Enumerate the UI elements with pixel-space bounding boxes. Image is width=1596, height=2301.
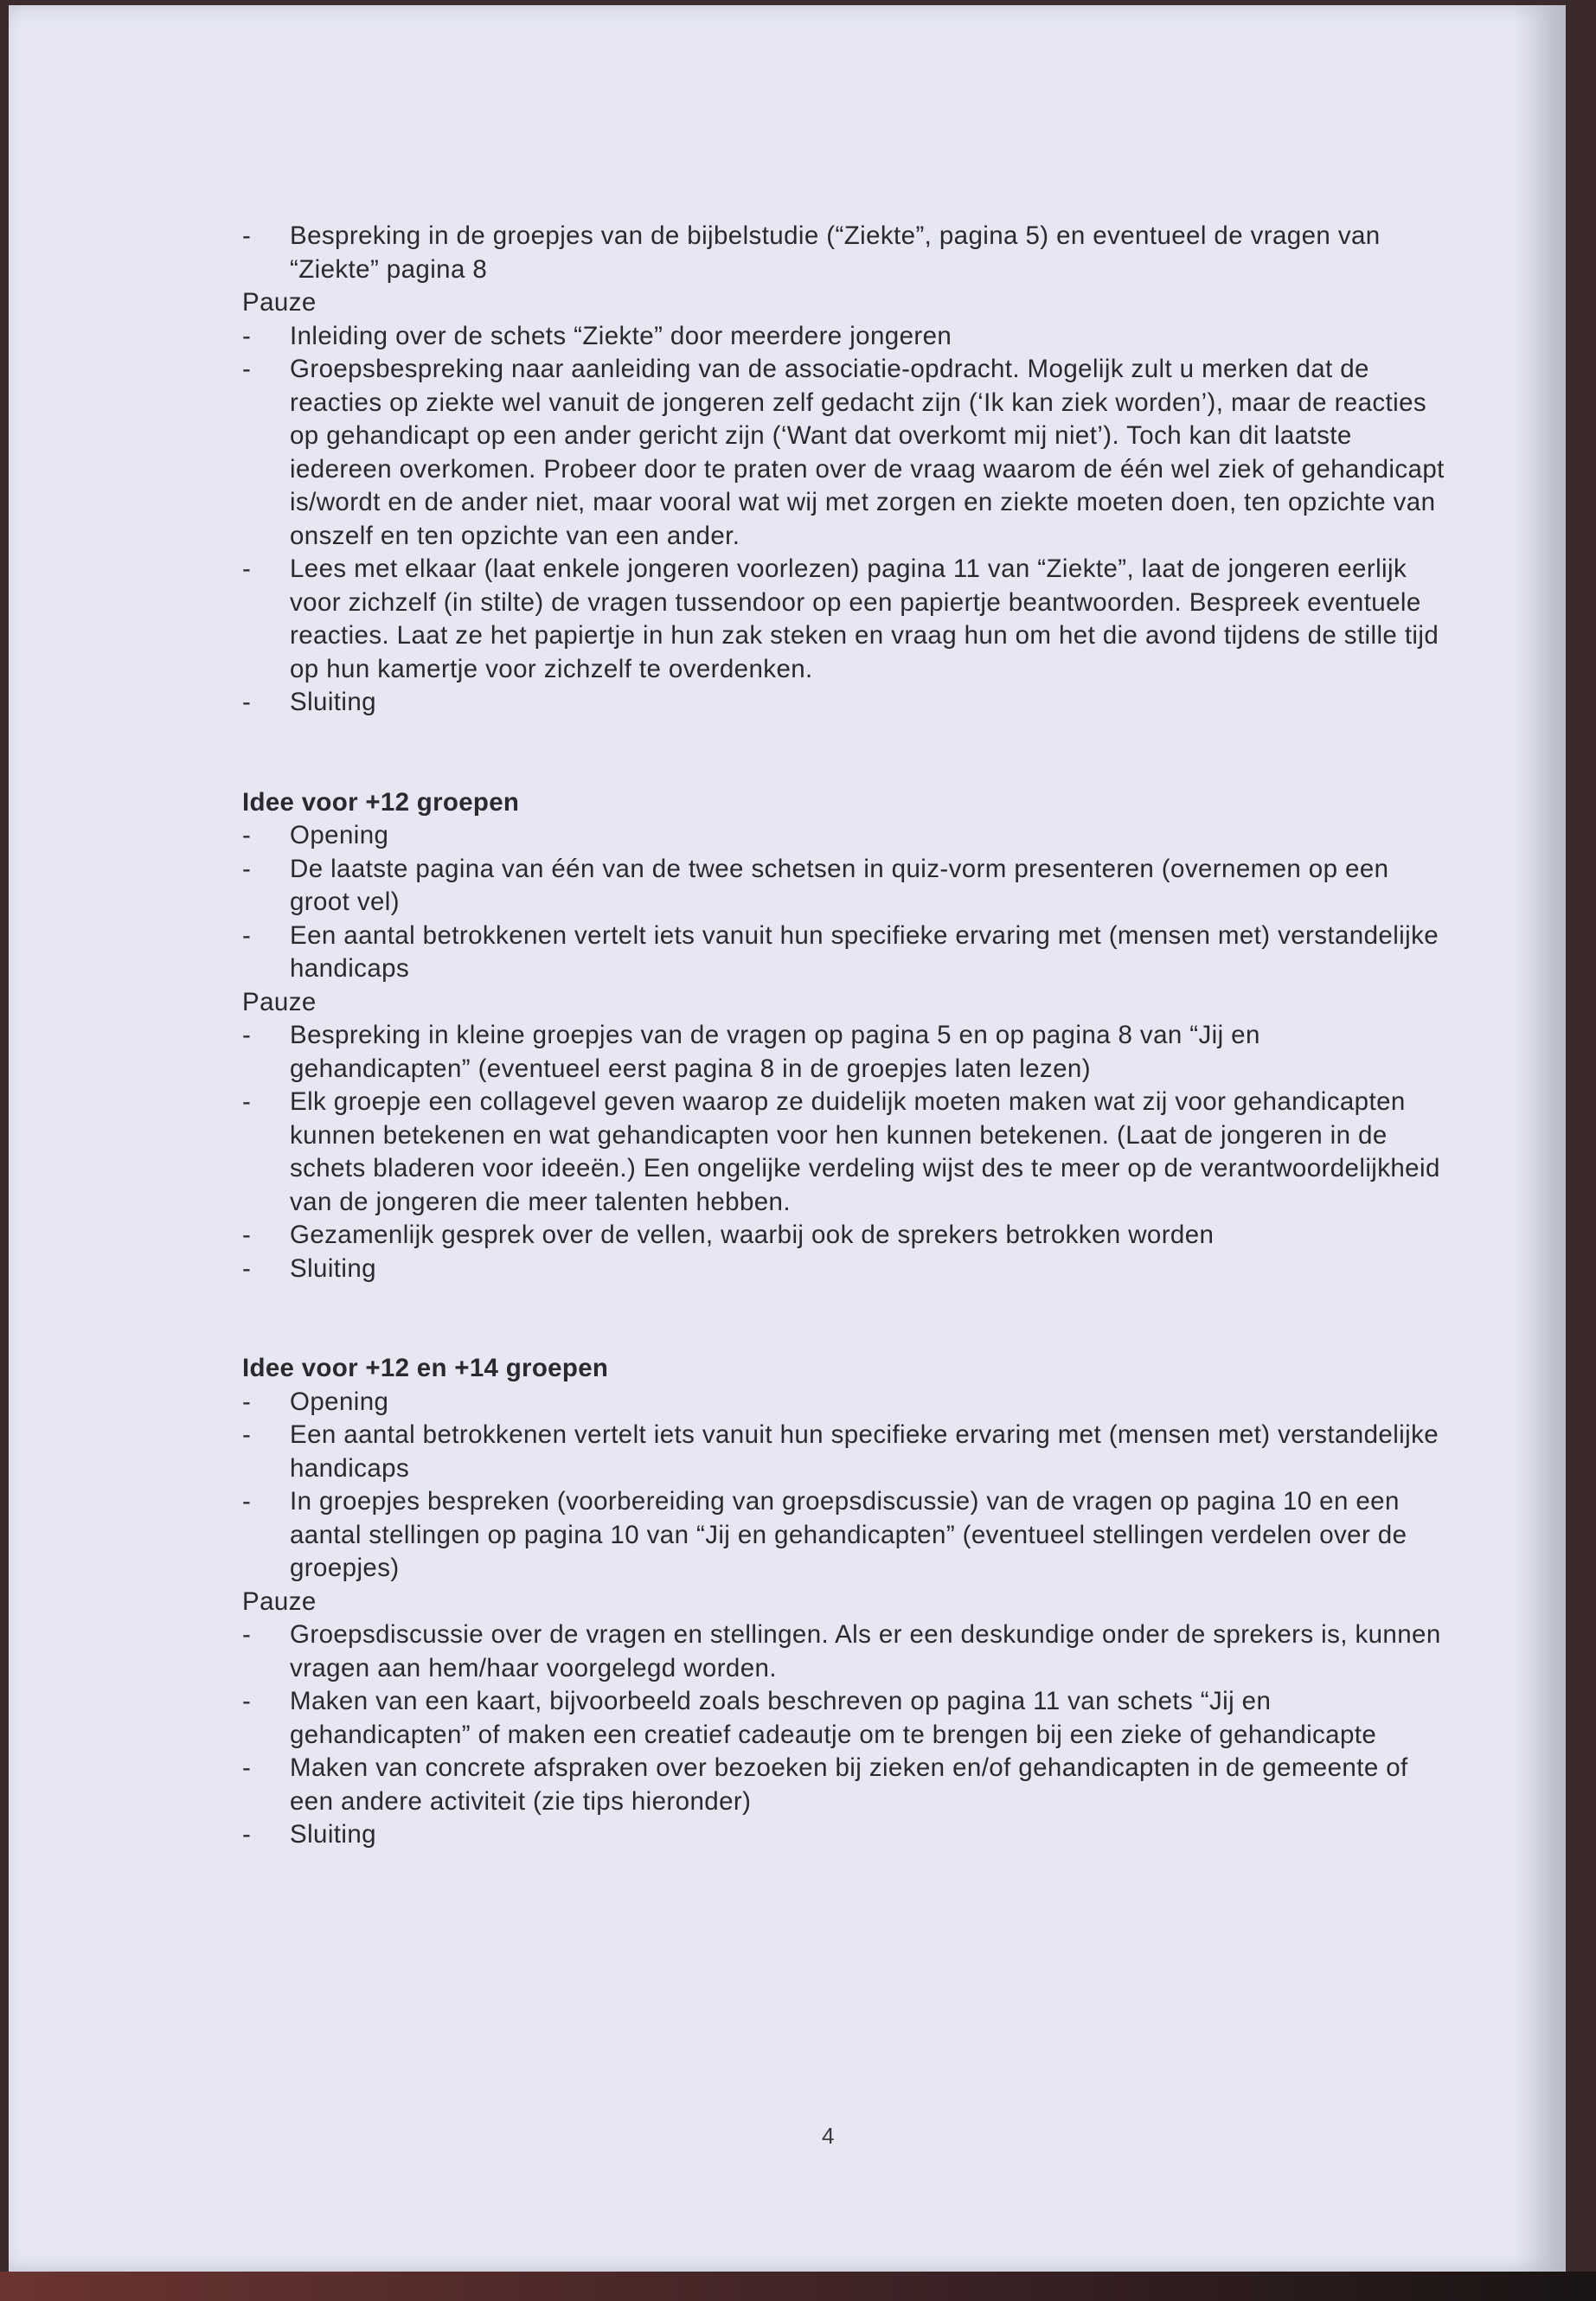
page-binding-shadow — [1514, 5, 1566, 2277]
list-item-text: Sluiting — [290, 1820, 376, 1849]
bullet-dash: - — [242, 554, 252, 583]
bullet-dash: - — [242, 1387, 252, 1416]
list-item-text: Een aantal betrokkenen vertelt iets vanuit hun specifieke ervaring met (mensen met) verstandelijke handicaps — [290, 1420, 1439, 1483]
list-item — [242, 1253, 1445, 1286]
list-item — [242, 1752, 1445, 1818]
bullet-dash: - — [242, 1021, 252, 1049]
bullet-dash: - — [242, 1820, 252, 1849]
bullet-dash: - — [242, 1487, 252, 1516]
bullet-dash: - — [242, 1687, 252, 1715]
scan-bottom-edge — [0, 2272, 1596, 2301]
bullet-dash: - — [242, 1620, 252, 1649]
page-number: 4 — [822, 2123, 835, 2149]
list-item — [242, 1386, 1445, 1420]
list-item — [242, 920, 1445, 986]
list-item-text: Opening — [290, 1387, 389, 1416]
pause-label: Pauze — [242, 1586, 317, 1616]
list-item-text: Maken van een kaart, bijvoorbeeld zoals beschreven op pagina 11 van schets “Jij en gehandicapten” of maken een creatief cadeautje om te brengen bij een zieke of gehandicapte — [290, 1687, 1377, 1749]
list-item-text: Elk groepje een collagevel geven waarop ze duidelijk moeten maken wat zij voor gehandicapten kunnen betekenen en wat gehandicapten voor hen kunnen betekenen. (Laat de jongeren in de schets bladeren voor ideeën.) Een ongelijke verdeling wijst des te meer op de verantwoordelijkheid van de jongeren die meer talenten hebben. — [290, 1087, 1440, 1216]
bullet-dash: - — [242, 1253, 252, 1283]
section-plus12 — [242, 786, 1445, 1286]
section-heading: Idee voor +12 groepen — [242, 787, 520, 817]
list-item-text: Een aantal betrokkenen vertelt iets vanuit hun specifieke ervaring met (mensen met) verstandelijke handicaps — [290, 920, 1439, 983]
list-item — [242, 1485, 1445, 1586]
list-item-text: De laatste pagina van één van de twee schetsen in quiz-vorm presenteren (overnemen op een groot vel) — [290, 854, 1389, 916]
list-item-text: In groepjes bespreken (voorbereiding van groepsdiscussie) van de vragen op pagina 10 en een aantal stellingen op pagina 10 van “Jij en gehandicapten” (eventueel stellingen verdelen over de groepjes) — [290, 1487, 1407, 1582]
list-item — [242, 1818, 1445, 1852]
pause-label: Pauze — [242, 288, 317, 317]
bullet-dash: - — [242, 920, 252, 950]
list-item — [242, 320, 1445, 354]
list-item — [242, 1086, 1445, 1219]
document-page — [9, 5, 1566, 2277]
list-item — [242, 1618, 1445, 1685]
page-content — [242, 220, 1445, 1852]
list-item — [242, 686, 1445, 720]
pause-label: Pauze — [242, 987, 317, 1016]
list-item-text: Maken van concrete afspraken over bezoeken bij zieken en/of gehandicapten in de gemeente of een andere activiteit (zie tips hieronder) — [290, 1753, 1408, 1816]
list-item — [242, 1685, 1445, 1752]
bullet-dash: - — [242, 321, 252, 350]
bullet-dash: - — [242, 688, 252, 716]
list-item — [242, 853, 1445, 920]
list-item-text: Bespreking in kleine groepjes van de vragen op pagina 5 en op pagina 8 van “Jij en gehandicapten” (eventueel eerst pagina 8 in de groepjes laten lezen) — [290, 1021, 1260, 1083]
bullet-dash: - — [242, 1420, 252, 1449]
section-plus12-plus14 — [242, 1352, 1445, 1852]
list-item-text: Inleiding over de schets “Ziekte” door meerdere jongeren — [290, 321, 952, 350]
list-item-text: Sluiting — [290, 688, 376, 716]
list-item — [242, 819, 1445, 853]
list-item-text: Groepsbespreking naar aanleiding van de associatie-opdracht. Mogelijk zult u merken dat de reacties op ziekte wel vanuit de jongeren zelf gedacht zijn (‘Ik kan ziek worden’), maar de reacties op gehandicapt op een ander gericht zijn (‘Want dat overkomt mij niet’). Toch kan dit laatste iedereen overkomen. Probeer door te praten over de vraag waarom de één wel ziek of gehandicapt is/wordt en de ander niet, maar vooral wat wij met zorgen en ziekte moeten doen, ten opzichte van onszelf en ten opzichte van een ander. — [290, 355, 1445, 550]
list-item — [242, 1419, 1445, 1485]
bullet-dash: - — [242, 821, 252, 849]
list-item-text: Sluiting — [290, 1253, 376, 1283]
bullet-dash: - — [242, 221, 252, 250]
list-item — [242, 220, 1445, 286]
bullet-dash: - — [242, 1087, 252, 1116]
list-item-text: Groepsdiscussie over de vragen en stellingen. Als er een deskundige onder de sprekers is, kunnen vragen aan hem/haar voorgelegd worden. — [290, 1620, 1441, 1682]
list-item — [242, 1219, 1445, 1253]
list-item — [242, 353, 1445, 553]
bullet-dash: - — [242, 854, 252, 883]
list-item-text: Bespreking in de groepjes van de bijbelstudie (“Ziekte”, pagina 5) en eventueel de vragen van “Ziekte” pagina 8 — [290, 221, 1381, 284]
list-item-text: Lees met elkaar (laat enkele jongeren voorlezen) pagina 11 van “Ziekte”, laat de jongeren eerlijk voor zichzelf (in stilte) de vragen tussendoor op een papiertje beantwoorden. Bespreek eventuele reacties. Laat ze het papiertje in hun zak steken en vraag hun om het die avond tijdens de stille tijd op hun kamertje voor zichzelf te overdenken. — [290, 554, 1439, 683]
bullet-dash: - — [242, 1221, 252, 1249]
list-item-text: Opening — [290, 821, 389, 849]
list-item — [242, 553, 1445, 686]
list-item-text: Gezamenlijk gesprek over de vellen, waarbij ook de sprekers betrokken worden — [290, 1221, 1215, 1249]
bullet-dash: - — [242, 1753, 252, 1782]
bullet-dash: - — [242, 355, 252, 383]
section-heading: Idee voor +12 en +14 groepen — [242, 1354, 609, 1382]
list-item — [242, 1019, 1445, 1086]
section-continuation — [242, 220, 1445, 720]
